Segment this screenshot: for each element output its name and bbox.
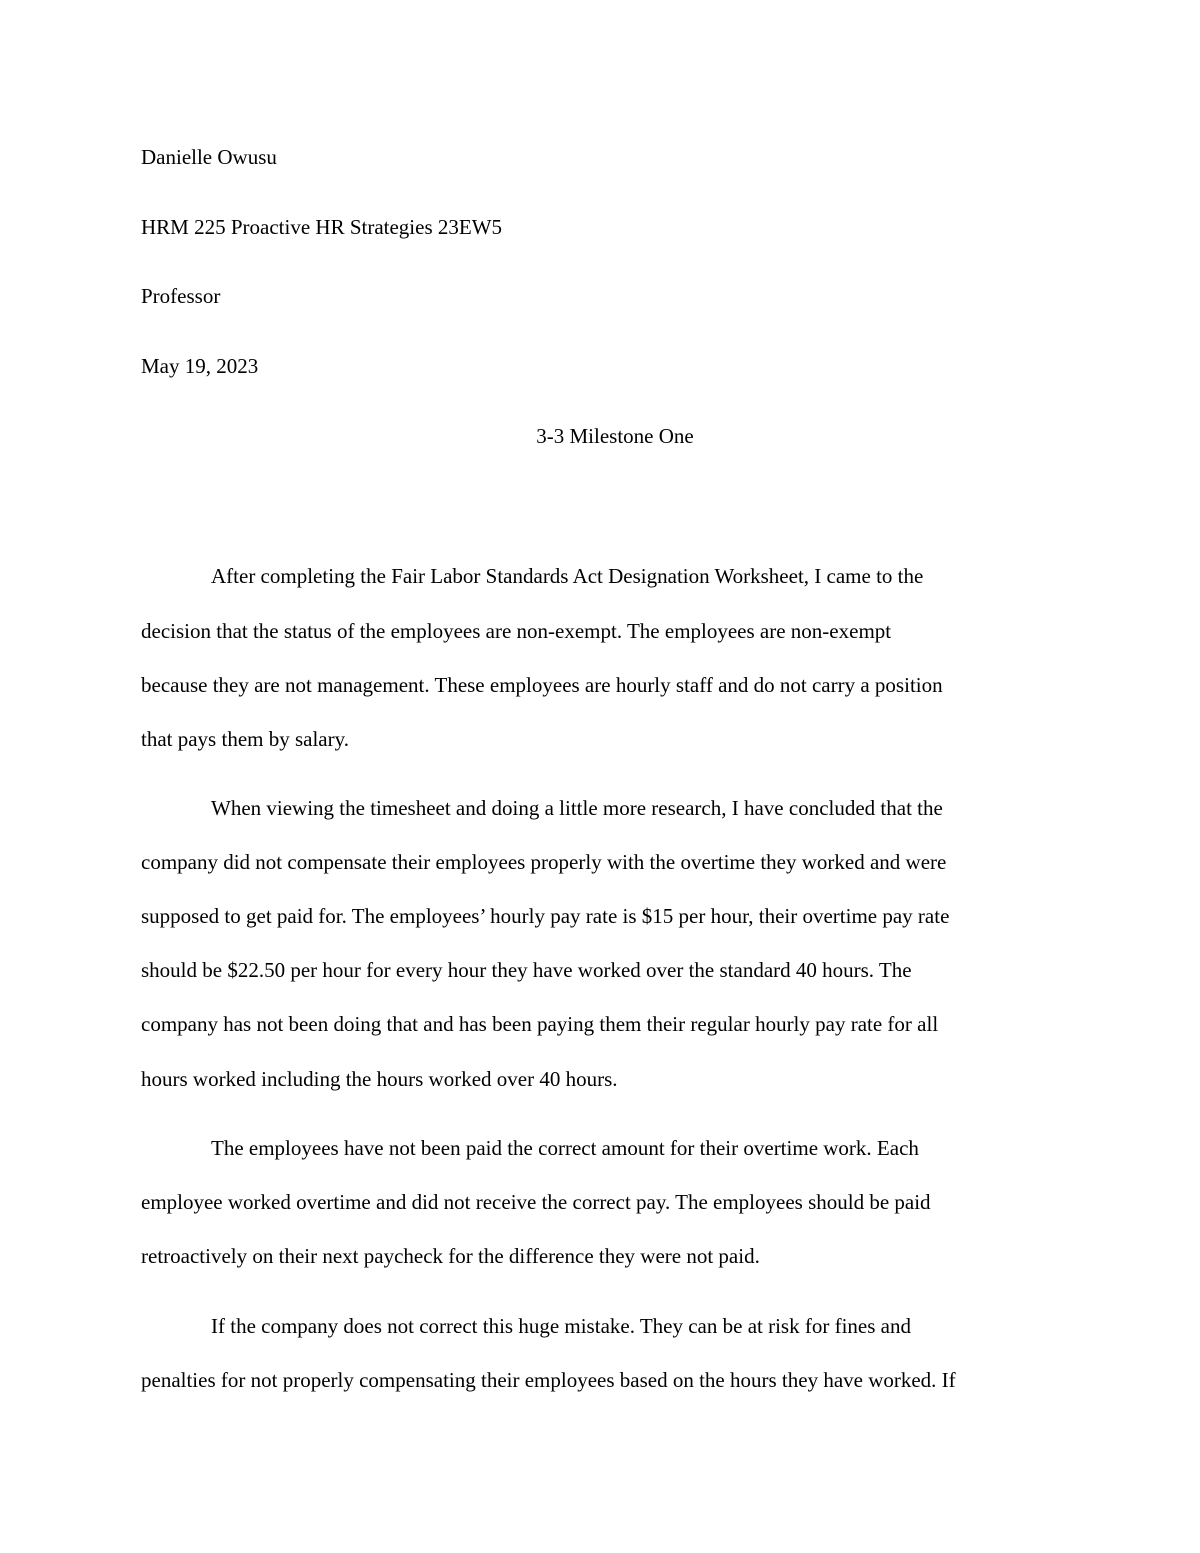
paragraph-3-line-2: employee worked overtime and did not receive the correct pay. The employees should be paid — [141, 1190, 931, 1214]
instructor-name: Professor — [141, 284, 221, 308]
paragraph-1-line-4: that pays them by salary. — [141, 727, 350, 751]
paragraph-3-line-1: The employees have not been paid the correct amount for their overtime work. Each — [211, 1136, 919, 1160]
paragraph-2-line-5: company has not been doing that and has been paying them their regular hourly pay rate for all — [141, 1012, 939, 1036]
paragraph-1-line-1: After completing the Fair Labor Standards Act Designation Worksheet, I came to the — [211, 564, 924, 588]
paragraph-2-line-3: supposed to get paid for. The employees’ hourly pay rate is $15 per hour, their overtime pay rate — [141, 904, 950, 928]
course-name: HRM 225 Proactive HR Strategies 23EW5 — [141, 215, 503, 239]
paragraph-2-line-2: company did not compensate their employees properly with the overtime they worked and were — [141, 850, 947, 874]
paragraph-2-line-6: hours worked including the hours worked over 40 hours. — [141, 1067, 618, 1091]
paragraph-4-line-1: If the company does not correct this huge mistake. They can be at risk for fines and — [211, 1314, 911, 1338]
paragraph-4-line-2: penalties for not properly compensating their employees based on the hours they have worked. If — [141, 1368, 956, 1392]
paragraph-1-line-2: decision that the status of the employees are non-exempt. The employees are non-exempt — [141, 619, 892, 643]
author-name: Danielle Owusu — [141, 145, 277, 169]
paragraph-1-line-3: because they are not management. These employees are hourly staff and do not carry a position — [141, 673, 943, 697]
document-title: 3-3 Milestone One — [536, 424, 694, 448]
paragraph-2-line-1: When viewing the timesheet and doing a little more research, I have concluded that the — [211, 796, 943, 820]
paragraph-3-line-3: retroactively on their next paycheck for the difference they were not paid. — [141, 1244, 760, 1268]
submission-date: May 19, 2023 — [141, 354, 259, 378]
paragraph-2-line-4: should be $22.50 per hour for every hour they have worked over the standard 40 hours. The — [141, 958, 912, 982]
